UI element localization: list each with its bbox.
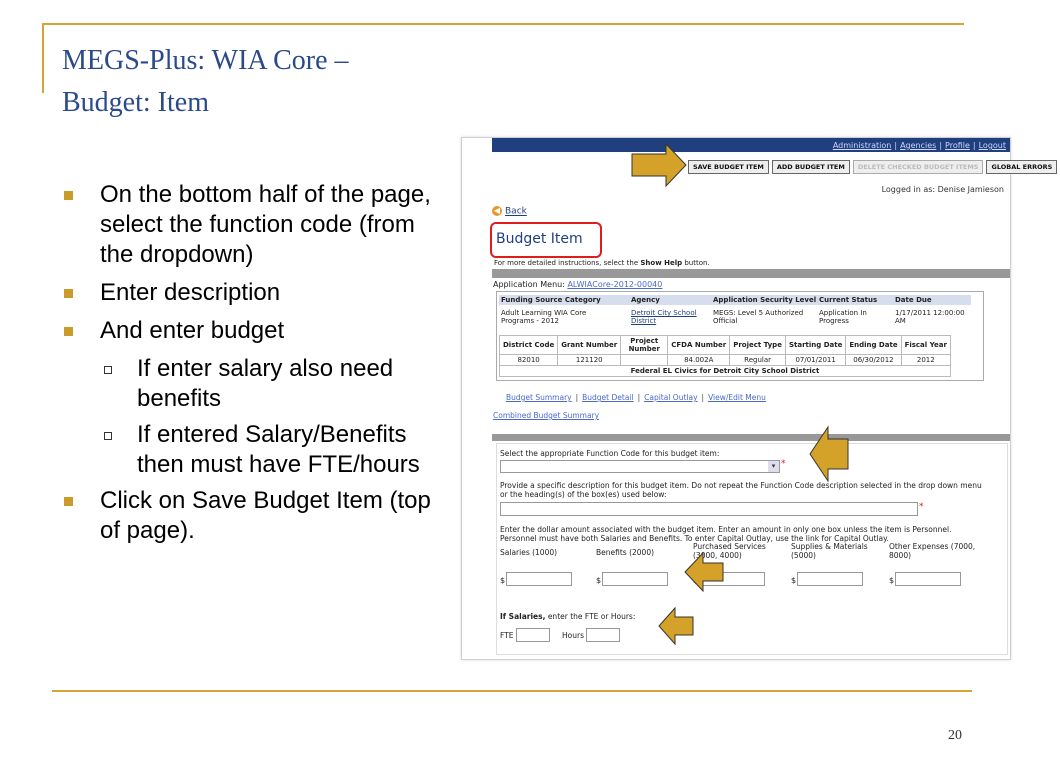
- bullet-text: And enter budget: [100, 317, 285, 344]
- divider-band: [492, 269, 1010, 278]
- save-budget-item-button[interactable]: SAVE BUDGET ITEM: [688, 160, 769, 174]
- bullet-item: [62, 486, 442, 546]
- bullet-item: [62, 316, 442, 346]
- table-row: [500, 355, 951, 366]
- square-bullet-icon: [64, 289, 73, 298]
- column-header: Project Number: [621, 336, 668, 355]
- funding-source-value: Adult Learning WIA Core Programs - 2012: [501, 309, 587, 325]
- budget-item-form: [496, 443, 1008, 655]
- column-header: Fiscal Year: [901, 336, 950, 355]
- table-cell: 82010: [500, 355, 558, 366]
- arrow-left-icon: [808, 425, 850, 483]
- fte-input[interactable]: [516, 628, 550, 642]
- combined-budget-summary-link[interactable]: Combined Budget Summary: [493, 411, 600, 420]
- hours-label: Hours: [562, 631, 584, 640]
- fte-prompt-text: enter the FTE or Hours:: [545, 612, 636, 621]
- bullet-item: [62, 180, 442, 270]
- currency-symbol: $: [500, 576, 506, 585]
- hollow-square-bullet-icon: [104, 366, 112, 374]
- amount-instructions: Enter the dollar amount associated with the budget item. Enter an amount in only one box unless the item is Personnel. Personnel must have both Salaries and Benefits. To enter Capital Outlay, use the link for Capital Outlay.: [500, 525, 952, 543]
- table-cell: 121120: [558, 355, 621, 366]
- function-code-label: Select the appropriate Function Code for this budget item:: [500, 449, 720, 458]
- budget-item-screenshot: [461, 137, 1053, 660]
- title-line-1: MEGS-Plus: WIA Core –: [62, 45, 349, 76]
- arrow-right-icon: [630, 142, 688, 188]
- arrow-left-icon: [657, 606, 695, 646]
- benefits-input[interactable]: [602, 572, 668, 586]
- fte-prompt: [500, 612, 635, 621]
- security-level-value: MEGS: Level 5 Authorized Official: [713, 309, 804, 325]
- nav-separator: |: [939, 141, 943, 150]
- application-menu: [493, 280, 662, 289]
- nav-separator: |: [972, 141, 976, 150]
- fte-prompt-bold: If Salaries,: [500, 612, 546, 621]
- delete-checked-button[interactable]: DELETE CHECKED BUDGET ITEMS: [853, 160, 984, 174]
- instructions-text: For more detailed instructions, select the: [494, 259, 641, 267]
- column-header: Ending Date: [846, 336, 901, 355]
- supplies-label: Supplies & Materials (5000): [791, 542, 868, 560]
- global-errors-button[interactable]: GLOBAL ERRORS: [986, 160, 1057, 174]
- bullet-text: On the bottom half of the page, select the function code (from the dropdown): [100, 181, 431, 268]
- required-marker: *: [919, 502, 924, 512]
- nav-profile[interactable]: Profile: [945, 141, 970, 150]
- nav-administration[interactable]: Administration: [832, 141, 892, 150]
- instructions-text-end: button.: [682, 259, 710, 267]
- purchased-services-label: Purchased Services (3000, 4000): [693, 542, 766, 560]
- description-label: Provide a specific description for this budget item. Do not repeat the Function Code description selected in the drop down menu or the heading(s) of the box(es) used below:: [500, 481, 982, 499]
- other-expenses-label: Other Expenses (7000, 8000): [889, 542, 976, 560]
- budget-summary-link[interactable]: Budget Summary: [506, 393, 572, 402]
- bottom-divider: [52, 690, 972, 692]
- table-cell: 84.002A: [668, 355, 730, 366]
- capital-outlay-link[interactable]: Capital Outlay: [644, 393, 698, 402]
- form-divider-band: [492, 434, 1010, 441]
- table-row: [500, 366, 951, 377]
- top-nav: [833, 141, 1006, 150]
- bullet-text: Enter description: [100, 279, 281, 306]
- date-due-value: 1/17/2011 12:00:00 AM: [895, 309, 965, 325]
- info-header: Date Due: [895, 296, 932, 304]
- title-line-2: Budget: Item: [62, 87, 209, 118]
- budget-detail-link[interactable]: Budget Detail: [582, 393, 634, 402]
- back-link[interactable]: [492, 206, 527, 217]
- fte-label: FTE: [500, 631, 514, 640]
- nav-logout[interactable]: Logout: [978, 141, 1006, 150]
- application-link[interactable]: ALWIACore-2012-00040: [567, 280, 663, 289]
- link-separator: |: [637, 393, 641, 402]
- column-header: Grant Number: [558, 336, 621, 355]
- bullet-list: [62, 180, 442, 554]
- info-header: Funding Source Category: [501, 296, 601, 304]
- salaries-input[interactable]: [506, 572, 572, 586]
- back-label[interactable]: Back: [505, 206, 527, 217]
- link-separator: |: [575, 393, 579, 402]
- page-heading: Budget Item: [496, 231, 583, 247]
- project-name: Federal EL Civics for Detroit City School District: [500, 366, 951, 377]
- logged-in-user: Logged in as: Denise Jamieson: [881, 185, 1004, 194]
- agency-value[interactable]: [631, 309, 707, 325]
- back-arrow-icon[interactable]: ◀: [493, 206, 501, 215]
- show-help-text: Show Help: [640, 259, 683, 267]
- info-header: Current Status: [819, 296, 878, 304]
- table-header-row: [500, 336, 951, 355]
- table-cell: 06/30/2012: [846, 355, 901, 366]
- app-menu-label: Application Menu:: [493, 280, 568, 289]
- table-cell: [621, 355, 668, 366]
- budget-links: [506, 393, 766, 402]
- column-header: Starting Date: [785, 336, 845, 355]
- title-accent-bar: [42, 23, 44, 93]
- link-separator: |: [701, 393, 705, 402]
- square-bullet-icon: [64, 191, 73, 200]
- sub-bullet-item: [62, 420, 442, 480]
- function-code-select[interactable]: [500, 460, 780, 473]
- instructions: [494, 259, 710, 267]
- chevron-down-icon[interactable]: ▾: [768, 461, 779, 472]
- supplies-input[interactable]: [797, 572, 863, 586]
- hours-input[interactable]: [586, 628, 620, 642]
- page-heading-highlight: [490, 222, 602, 258]
- bullet-text: Click on Save Budget Item (top of page).: [100, 487, 431, 544]
- nav-agencies[interactable]: Agencies: [900, 141, 937, 150]
- column-header: Project Type: [730, 336, 786, 355]
- sub-bullet-text: If enter salary also need benefits: [137, 355, 394, 412]
- application-info-box: [496, 291, 984, 381]
- arrow-left-icon: [683, 551, 725, 593]
- square-bullet-icon: [64, 327, 73, 336]
- column-header: CFDA Number: [668, 336, 730, 355]
- slide-title: [62, 40, 349, 124]
- bullet-item: [62, 278, 442, 308]
- table-cell: 2012: [901, 355, 950, 366]
- nav-separator: |: [894, 141, 898, 150]
- top-divider: [42, 23, 964, 25]
- required-marker: *: [781, 459, 786, 469]
- page-number: 20: [948, 728, 962, 743]
- table-cell: Regular: [730, 355, 786, 366]
- currency-symbol: $: [889, 576, 895, 585]
- hollow-square-bullet-icon: [104, 432, 112, 440]
- column-header: District Code: [500, 336, 558, 355]
- benefits-label: Benefits (2000): [596, 548, 655, 557]
- description-input[interactable]: [500, 502, 918, 516]
- add-budget-item-button[interactable]: ADD BUDGET ITEM: [772, 160, 850, 174]
- salaries-label: Salaries (1000): [500, 548, 558, 557]
- view-edit-menu-link[interactable]: View/Edit Menu: [708, 393, 766, 402]
- info-header: Application Security Level: [713, 296, 817, 304]
- table-cell: 07/01/2011: [785, 355, 845, 366]
- info-header: Agency: [631, 296, 660, 304]
- sub-bullet-item: [62, 354, 442, 414]
- status-value: Application In Progress: [819, 309, 867, 325]
- currency-symbol: $: [791, 576, 797, 585]
- project-detail-table: [499, 335, 951, 377]
- other-expenses-input[interactable]: [895, 572, 961, 586]
- currency-symbol: $: [596, 576, 602, 585]
- sub-bullet-text: If entered Salary/Benefits then must have FTE/hours: [137, 421, 420, 478]
- agency-link[interactable]: Detroit City School District: [631, 309, 697, 325]
- action-buttons: [688, 154, 1060, 174]
- square-bullet-icon: [64, 497, 73, 506]
